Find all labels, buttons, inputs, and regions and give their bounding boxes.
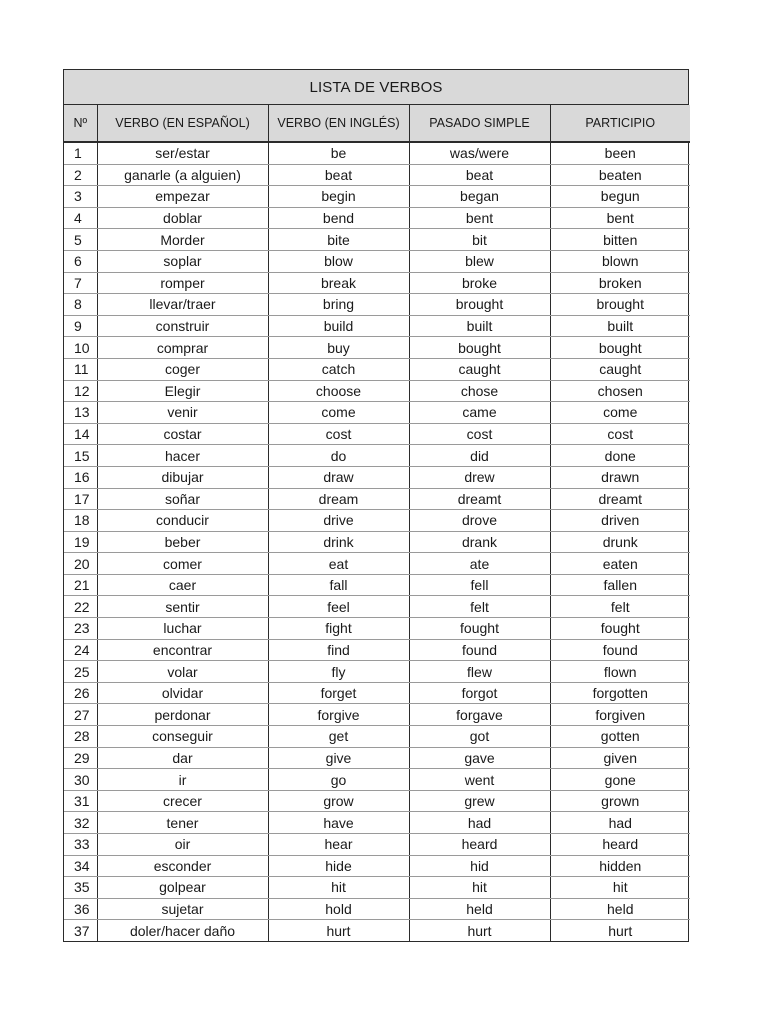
table-row bbox=[64, 423, 690, 445]
table-row bbox=[64, 466, 690, 488]
spanish-verb: soñar bbox=[97, 488, 268, 510]
simple-past: got bbox=[409, 726, 550, 748]
row-number: 20 bbox=[64, 553, 97, 575]
header-number: Nº bbox=[64, 105, 97, 142]
simple-past: felt bbox=[409, 596, 550, 618]
simple-past: grew bbox=[409, 790, 550, 812]
table-row bbox=[64, 510, 690, 532]
spanish-verb: olvidar bbox=[97, 682, 268, 704]
simple-past: hid bbox=[409, 855, 550, 877]
simple-past: cost bbox=[409, 423, 550, 445]
simple-past: was/were bbox=[409, 142, 550, 164]
row-number: 3 bbox=[64, 186, 97, 208]
participle: brought bbox=[550, 294, 690, 316]
english-verb: hurt bbox=[268, 920, 409, 941]
participle: bought bbox=[550, 337, 690, 359]
participle: grown bbox=[550, 790, 690, 812]
row-number: 17 bbox=[64, 488, 97, 510]
simple-past: hit bbox=[409, 877, 550, 899]
simple-past: drank bbox=[409, 531, 550, 553]
row-number: 25 bbox=[64, 661, 97, 683]
table-row bbox=[64, 186, 690, 208]
spanish-verb: comer bbox=[97, 553, 268, 575]
table-row bbox=[64, 704, 690, 726]
table-row bbox=[64, 531, 690, 553]
header-simple-past: PASADO SIMPLE bbox=[409, 105, 550, 142]
participle: caught bbox=[550, 358, 690, 380]
participle: drunk bbox=[550, 531, 690, 553]
english-verb: hold bbox=[268, 898, 409, 920]
table-row bbox=[64, 877, 690, 899]
row-number: 23 bbox=[64, 618, 97, 640]
participle: blown bbox=[550, 250, 690, 272]
spanish-verb: conducir bbox=[97, 510, 268, 532]
spanish-verb: soplar bbox=[97, 250, 268, 272]
spanish-verb: dibujar bbox=[97, 466, 268, 488]
spanish-verb: beber bbox=[97, 531, 268, 553]
participle: held bbox=[550, 898, 690, 920]
participle: gotten bbox=[550, 726, 690, 748]
english-verb: buy bbox=[268, 337, 409, 359]
table-row bbox=[64, 855, 690, 877]
table-row bbox=[64, 682, 690, 704]
row-number: 35 bbox=[64, 877, 97, 899]
simple-past: chose bbox=[409, 380, 550, 402]
simple-past: held bbox=[409, 898, 550, 920]
row-number: 32 bbox=[64, 812, 97, 834]
participle: felt bbox=[550, 596, 690, 618]
participle: bent bbox=[550, 207, 690, 229]
english-verb: fly bbox=[268, 661, 409, 683]
table-row bbox=[64, 747, 690, 769]
row-number: 30 bbox=[64, 769, 97, 791]
english-verb: fight bbox=[268, 618, 409, 640]
spanish-verb: tener bbox=[97, 812, 268, 834]
simple-past: fought bbox=[409, 618, 550, 640]
participle: forgiven bbox=[550, 704, 690, 726]
table-row bbox=[64, 920, 690, 941]
row-number: 1 bbox=[64, 142, 97, 164]
simple-past: went bbox=[409, 769, 550, 791]
table-row bbox=[64, 380, 690, 402]
table-row bbox=[64, 898, 690, 920]
english-verb: forget bbox=[268, 682, 409, 704]
spanish-verb: luchar bbox=[97, 618, 268, 640]
english-verb: feel bbox=[268, 596, 409, 618]
english-verb: hit bbox=[268, 877, 409, 899]
english-verb: hear bbox=[268, 834, 409, 856]
header-english-verb: VERBO (EN INGLÉS) bbox=[268, 105, 409, 142]
participle: found bbox=[550, 639, 690, 661]
header-participle: PARTICIPIO bbox=[550, 105, 690, 142]
row-number: 24 bbox=[64, 639, 97, 661]
row-number: 21 bbox=[64, 574, 97, 596]
spanish-verb: oir bbox=[97, 834, 268, 856]
table-row bbox=[64, 574, 690, 596]
table-row bbox=[64, 812, 690, 834]
table-row bbox=[64, 315, 690, 337]
english-verb: come bbox=[268, 402, 409, 424]
simple-past: blew bbox=[409, 250, 550, 272]
participle: eaten bbox=[550, 553, 690, 575]
simple-past: hurt bbox=[409, 920, 550, 941]
table-row bbox=[64, 142, 690, 164]
simple-past: caught bbox=[409, 358, 550, 380]
table-row bbox=[64, 294, 690, 316]
participle: hit bbox=[550, 877, 690, 899]
participle: begun bbox=[550, 186, 690, 208]
simple-past: gave bbox=[409, 747, 550, 769]
participle: given bbox=[550, 747, 690, 769]
row-number: 26 bbox=[64, 682, 97, 704]
simple-past: bought bbox=[409, 337, 550, 359]
row-number: 10 bbox=[64, 337, 97, 359]
table-row bbox=[64, 337, 690, 359]
english-verb: begin bbox=[268, 186, 409, 208]
english-verb: build bbox=[268, 315, 409, 337]
english-verb: bend bbox=[268, 207, 409, 229]
row-number: 37 bbox=[64, 920, 97, 941]
spanish-verb: caer bbox=[97, 574, 268, 596]
spanish-verb: sujetar bbox=[97, 898, 268, 920]
participle: fought bbox=[550, 618, 690, 640]
english-verb: have bbox=[268, 812, 409, 834]
table-row bbox=[64, 790, 690, 812]
spanish-verb: Elegir bbox=[97, 380, 268, 402]
english-verb: draw bbox=[268, 466, 409, 488]
table-row bbox=[64, 726, 690, 748]
spanish-verb: empezar bbox=[97, 186, 268, 208]
spanish-verb: sentir bbox=[97, 596, 268, 618]
row-number: 27 bbox=[64, 704, 97, 726]
spanish-verb: comprar bbox=[97, 337, 268, 359]
table-row bbox=[64, 769, 690, 791]
english-verb: dream bbox=[268, 488, 409, 510]
row-number: 22 bbox=[64, 596, 97, 618]
simple-past: brought bbox=[409, 294, 550, 316]
participle: driven bbox=[550, 510, 690, 532]
participle: beaten bbox=[550, 164, 690, 186]
row-number: 36 bbox=[64, 898, 97, 920]
english-verb: hide bbox=[268, 855, 409, 877]
verb-list-sheet bbox=[63, 69, 689, 942]
table-row bbox=[64, 661, 690, 683]
english-verb: beat bbox=[268, 164, 409, 186]
english-verb: bite bbox=[268, 229, 409, 251]
english-verb: blow bbox=[268, 250, 409, 272]
english-verb: get bbox=[268, 726, 409, 748]
table-row bbox=[64, 488, 690, 510]
simple-past: broke bbox=[409, 272, 550, 294]
english-verb: eat bbox=[268, 553, 409, 575]
simple-past: forgot bbox=[409, 682, 550, 704]
spanish-verb: hacer bbox=[97, 445, 268, 467]
english-verb: bring bbox=[268, 294, 409, 316]
simple-past: dreamt bbox=[409, 488, 550, 510]
spanish-verb: conseguir bbox=[97, 726, 268, 748]
simple-past: found bbox=[409, 639, 550, 661]
simple-past: flew bbox=[409, 661, 550, 683]
table-row bbox=[64, 834, 690, 856]
simple-past: beat bbox=[409, 164, 550, 186]
spanish-verb: ganarle (a alguien) bbox=[97, 164, 268, 186]
table-row bbox=[64, 553, 690, 575]
sheet-title: LISTA DE VERBOS bbox=[64, 70, 688, 105]
simple-past: built bbox=[409, 315, 550, 337]
participle: fallen bbox=[550, 574, 690, 596]
participle: hurt bbox=[608, 922, 633, 939]
spanish-verb: Morder bbox=[97, 229, 268, 251]
row-number: 31 bbox=[64, 790, 97, 812]
table-row bbox=[64, 402, 690, 424]
spanish-verb: ir bbox=[97, 769, 268, 791]
row-number: 6 bbox=[64, 250, 97, 272]
spanish-verb: volar bbox=[97, 661, 268, 683]
participle: gone bbox=[550, 769, 690, 791]
simple-past: fell bbox=[409, 574, 550, 596]
english-verb: give bbox=[268, 747, 409, 769]
english-verb: find bbox=[268, 639, 409, 661]
verb-rows bbox=[64, 142, 690, 941]
table-row bbox=[64, 639, 690, 661]
participle: had bbox=[550, 812, 690, 834]
row-number: 29 bbox=[64, 747, 97, 769]
simple-past: drew bbox=[409, 466, 550, 488]
simple-past: ate bbox=[409, 553, 550, 575]
header-row bbox=[64, 105, 690, 142]
spanish-verb: costar bbox=[97, 423, 268, 445]
spanish-verb: coger bbox=[97, 358, 268, 380]
english-verb: forgive bbox=[268, 704, 409, 726]
english-verb: be bbox=[268, 142, 409, 164]
spanish-verb: esconder bbox=[97, 855, 268, 877]
row-number: 12 bbox=[64, 380, 97, 402]
participle: come bbox=[550, 402, 690, 424]
simple-past: bit bbox=[409, 229, 550, 251]
participle: hidden bbox=[550, 855, 690, 877]
spanish-verb: golpear bbox=[97, 877, 268, 899]
table-row bbox=[64, 618, 690, 640]
table-row bbox=[64, 445, 690, 467]
row-number: 34 bbox=[64, 855, 97, 877]
spanish-verb: dar bbox=[97, 747, 268, 769]
header-spanish-verb: VERBO (EN ESPAÑOL) bbox=[97, 105, 268, 142]
spanish-verb: romper bbox=[97, 272, 268, 294]
english-verb: fall bbox=[268, 574, 409, 596]
participle: chosen bbox=[550, 380, 690, 402]
simple-past: drove bbox=[409, 510, 550, 532]
spanish-verb: venir bbox=[97, 402, 268, 424]
simple-past: had bbox=[409, 812, 550, 834]
row-number: 7 bbox=[64, 272, 97, 294]
row-number: 15 bbox=[64, 445, 97, 467]
table-row bbox=[64, 358, 690, 380]
english-verb: do bbox=[268, 445, 409, 467]
participle: built bbox=[550, 315, 690, 337]
participle: bitten bbox=[550, 229, 690, 251]
row-number: 14 bbox=[64, 423, 97, 445]
row-number: 11 bbox=[64, 358, 97, 380]
participle: flown bbox=[550, 661, 690, 683]
spanish-verb: ser/estar bbox=[97, 142, 268, 164]
english-verb: drive bbox=[268, 510, 409, 532]
spanish-verb: doblar bbox=[97, 207, 268, 229]
table-row bbox=[64, 207, 690, 229]
english-verb: cost bbox=[268, 423, 409, 445]
participle: forgotten bbox=[550, 682, 690, 704]
participle: been bbox=[550, 142, 690, 164]
spanish-verb: doler/hacer daño bbox=[97, 920, 268, 941]
row-number: 33 bbox=[64, 834, 97, 856]
simple-past: heard bbox=[409, 834, 550, 856]
simple-past: forgave bbox=[409, 704, 550, 726]
english-verb: choose bbox=[268, 380, 409, 402]
row-number: 4 bbox=[64, 207, 97, 229]
row-number: 2 bbox=[64, 164, 97, 186]
spanish-verb: crecer bbox=[97, 790, 268, 812]
english-verb: drink bbox=[268, 531, 409, 553]
table-row bbox=[64, 272, 690, 294]
english-verb: grow bbox=[268, 790, 409, 812]
row-number: 16 bbox=[64, 466, 97, 488]
spanish-verb: perdonar bbox=[97, 704, 268, 726]
row-number: 19 bbox=[64, 531, 97, 553]
participle: heard bbox=[550, 834, 690, 856]
table-row bbox=[64, 596, 690, 618]
simple-past: came bbox=[409, 402, 550, 424]
row-number: 5 bbox=[64, 229, 97, 251]
verb-table bbox=[64, 105, 690, 941]
simple-past: did bbox=[409, 445, 550, 467]
table-row bbox=[64, 229, 690, 251]
row-number: 18 bbox=[64, 510, 97, 532]
participle: dreamt bbox=[550, 488, 690, 510]
spanish-verb: construir bbox=[97, 315, 268, 337]
table-row bbox=[64, 250, 690, 272]
participle: cost bbox=[550, 423, 690, 445]
simple-past: began bbox=[409, 186, 550, 208]
english-verb: catch bbox=[268, 358, 409, 380]
spanish-verb: encontrar bbox=[97, 639, 268, 661]
row-number: 9 bbox=[64, 315, 97, 337]
row-number: 8 bbox=[64, 294, 97, 316]
table-row bbox=[64, 164, 690, 186]
participle: drawn bbox=[550, 466, 690, 488]
english-verb: go bbox=[268, 769, 409, 791]
participle: done bbox=[550, 445, 690, 467]
row-number: 13 bbox=[64, 402, 97, 424]
spanish-verb: llevar/traer bbox=[97, 294, 268, 316]
participle: broken bbox=[550, 272, 690, 294]
row-number: 28 bbox=[64, 726, 97, 748]
simple-past: bent bbox=[409, 207, 550, 229]
english-verb: break bbox=[268, 272, 409, 294]
